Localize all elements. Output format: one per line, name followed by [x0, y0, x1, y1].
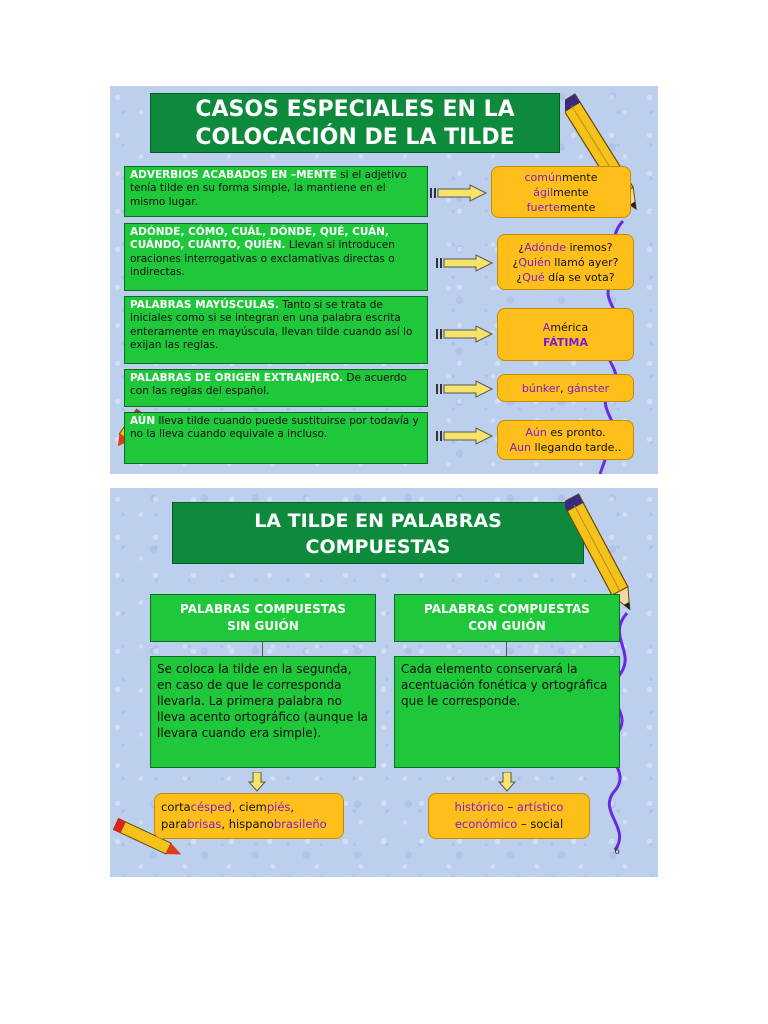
highlight: artístico — [516, 800, 564, 814]
highlight: Aún — [525, 426, 547, 439]
example-box-uppercase — [497, 308, 634, 361]
example-line — [492, 170, 630, 185]
rule-heading: PALABRAS DE ORIGEN EXTRANJERO. — [130, 372, 344, 384]
highlight: césped — [190, 800, 232, 814]
example-box-foreign — [497, 374, 634, 402]
example-box-with-hyphen — [428, 793, 590, 839]
arrow-right-icon — [436, 427, 494, 445]
example-rest: , — [560, 381, 568, 395]
highlight: brisas — [187, 817, 222, 831]
header-without-hyphen — [150, 594, 376, 642]
rule-box-foreign-words — [124, 369, 428, 407]
header-with-hyphen — [394, 594, 620, 642]
rule-text: Tanto si se trata de iniciales como si se integran en una palabra escrita enteramente en mayúscula, llevan tilde cuando así lo exijan las reglas. — [130, 299, 413, 352]
highlight: Qué — [522, 270, 545, 284]
title-line-2: COMPUESTAS — [305, 536, 451, 558]
example-line — [498, 320, 633, 335]
example-rest: es pronto. — [546, 426, 606, 439]
example-part: , ciem — [231, 800, 267, 814]
rule-heading: PALABRAS MAYÚSCULAS. — [130, 299, 279, 311]
highlight: brasileño — [273, 817, 327, 831]
highlight: búnker — [521, 381, 561, 395]
example-line — [498, 335, 633, 350]
rule-box-aun — [124, 412, 428, 464]
example-box-interrogatives — [497, 234, 634, 290]
slide2-title — [172, 502, 584, 564]
example-line — [429, 799, 589, 816]
arrow-down-icon — [248, 772, 266, 792]
example-rest: mente — [553, 185, 589, 199]
arrow-right-icon — [430, 184, 488, 202]
header-line-1: PALABRAS COMPUESTAS — [424, 602, 590, 616]
example-line — [161, 816, 327, 833]
highlight: A — [542, 320, 551, 334]
highlight: económico — [454, 817, 518, 831]
header-line-2: CON GUIÓN — [468, 619, 546, 633]
connector-line — [262, 642, 263, 656]
example-line — [498, 381, 633, 396]
body-with-hyphen: Cada elemento conservará la acentuación fonética y ortográfica que le corresponde. — [394, 656, 620, 768]
highlight: fuerte — [526, 200, 560, 214]
rule-heading: ADVERBIOS ACABADOS EN –MENTE — [130, 169, 337, 181]
connector-line — [506, 642, 507, 656]
example-rest: día se vota? — [544, 270, 615, 284]
highlight: ágil — [533, 185, 554, 199]
header-line-1: PALABRAS COMPUESTAS — [180, 602, 346, 616]
page-number: 6 — [614, 847, 620, 857]
rule-heading: ADÓNDE, CÓMO, CUÁL, DÓNDE, QUÉ, CUÁN, CUÁNDO, CUÁNTO, QUIÉN. — [130, 226, 389, 252]
body-without-hyphen: Se coloca la tilde en la segunda, en caso de que le corresponda llevarla. La primera palabra no lleva acento ortográfico (aunque la llevara cuando era simple). — [150, 656, 376, 768]
example-line — [498, 440, 633, 455]
rule-box-interrogatives — [124, 223, 428, 291]
example-rest: llegando tarde.. — [531, 441, 622, 454]
example-part: para — [161, 817, 188, 831]
example-line — [492, 200, 630, 215]
example-part: corta — [161, 800, 191, 814]
rule-box-mente-adverbs — [124, 166, 428, 217]
example-line — [492, 185, 630, 200]
highlight: Quién — [518, 255, 551, 269]
arrow-right-icon — [436, 325, 494, 343]
highlight: Aun — [509, 441, 532, 454]
example-pre: ¿ — [518, 240, 525, 254]
example-box-aun — [497, 420, 634, 460]
example-pre: ¿ — [516, 270, 523, 284]
header-line-2: SIN GUIÓN — [227, 619, 299, 633]
slide1-title — [150, 93, 560, 153]
example-line — [161, 799, 294, 816]
rule-text: Llevan si introducen oraciones interrogativas o exclamativas directas o indirectas. — [130, 239, 395, 279]
example-line — [429, 816, 589, 833]
rule-text: lleva tilde cuando puede sustituirse por todavía y no la lleva cuando equivale a incluso. — [130, 415, 419, 441]
example-rest: iremos? — [565, 240, 613, 254]
rule-heading: AÚN — [130, 415, 156, 427]
highlight: gánster — [567, 381, 610, 395]
example-rest: llamó ayer? — [550, 255, 619, 269]
highlight: piés — [266, 800, 291, 814]
arrow-right-icon — [436, 254, 494, 272]
example-line — [498, 270, 633, 285]
highlight: histórico — [454, 800, 504, 814]
example-line — [498, 240, 633, 255]
example-line — [498, 425, 633, 440]
slide-compound-words — [110, 488, 658, 877]
arrow-right-icon — [436, 380, 494, 398]
example-part: , — [290, 800, 295, 814]
rule-box-uppercase — [124, 296, 428, 364]
example-rest: mente — [559, 200, 596, 214]
example-part: – — [503, 800, 517, 814]
highlight: Adónde — [524, 240, 566, 254]
example-part: , hispano — [221, 817, 274, 831]
title-line-2: COLOCACIÓN DE LA TILDE — [195, 125, 515, 150]
highlight: FÁTIMA — [543, 335, 588, 349]
arrow-down-icon — [498, 772, 516, 792]
title-line-1: CASOS ESPECIALES EN LA — [195, 97, 515, 122]
slide-accent-special-cases — [110, 86, 658, 474]
example-box-mente — [491, 166, 631, 218]
example-pre: ¿ — [512, 255, 519, 269]
rule-text: De acuerdo con las reglas del español. — [130, 372, 407, 398]
title-line-1: LA TILDE EN PALABRAS — [254, 510, 502, 532]
example-rest: mérica — [550, 320, 589, 334]
example-rest: mente — [561, 170, 598, 184]
example-part: – social — [517, 817, 564, 831]
highlight: común — [524, 170, 562, 184]
example-line — [498, 255, 633, 270]
rule-text: si el adjetivo tenía tilde en su forma simple, la mantiene en el mismo lugar. — [130, 169, 407, 208]
example-box-without-hyphen — [154, 793, 344, 839]
